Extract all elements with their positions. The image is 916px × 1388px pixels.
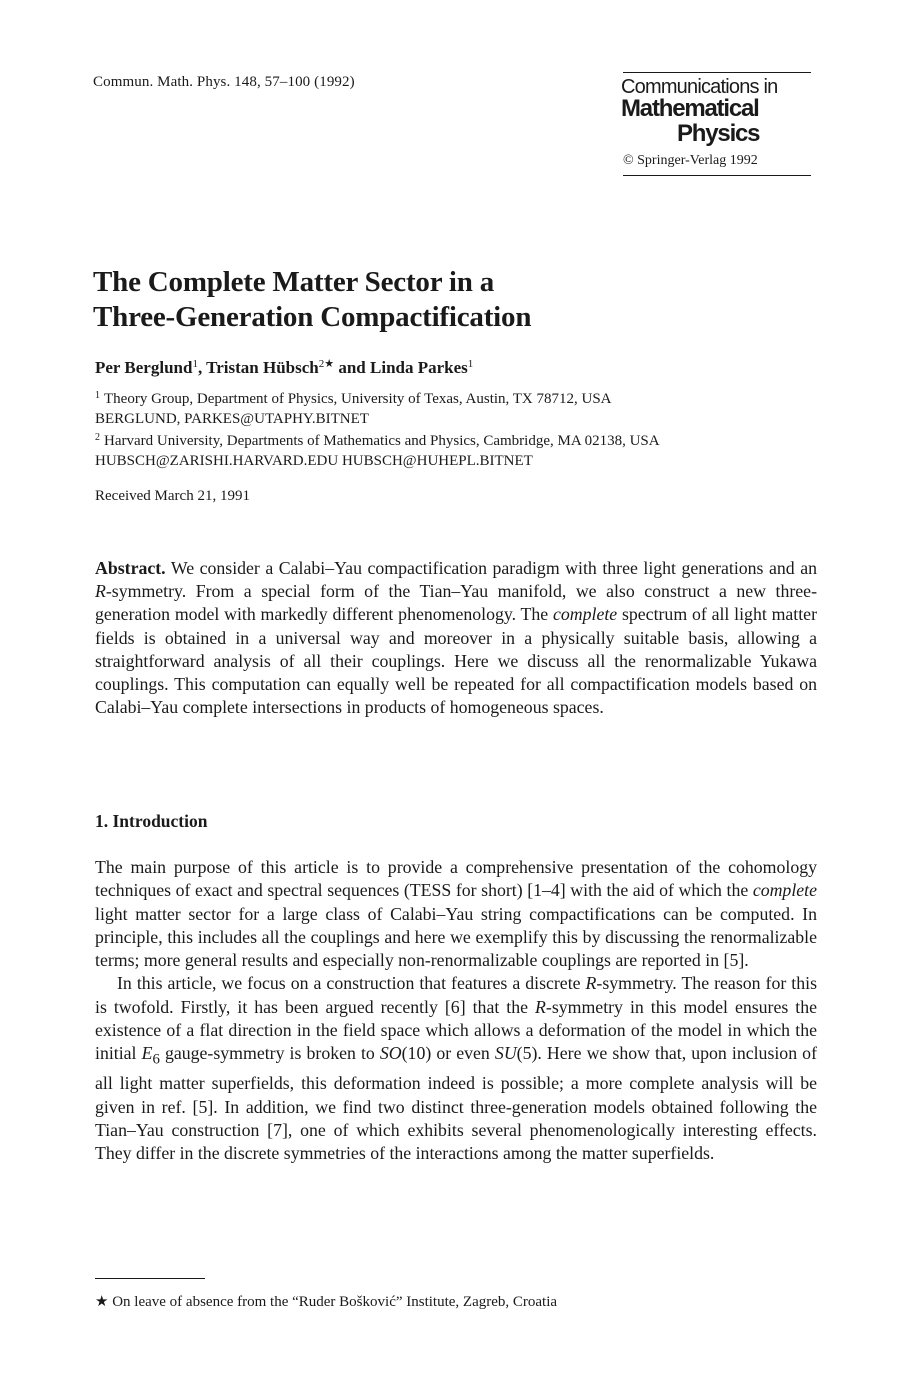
intro-p2-italic-r1: R [585, 973, 597, 994]
journal-logo [621, 72, 811, 176]
author-3: Linda Parkes [370, 358, 468, 377]
intro-p2-text-d: gauge-symmetry is broken to [159, 1043, 380, 1064]
author-1: Per Berglund [95, 358, 193, 377]
intro-p2-italic-su: SU [494, 1043, 517, 1064]
footnote: ★ On leave of absence from the “Ruder Bošković” Institute, Zagreb, Croatia [95, 1294, 558, 1310]
abstract-text-2: -symmetry. From a special form of the Tian–Yau manifold, we also construct a new three-generation model with markedly different phenomenology. The [95, 581, 817, 625]
author-1-affil-mark: 1 [192, 358, 198, 370]
affiliation-2-text: Harvard University, Departments of Mathematics and Physics, Cambridge, MA 02138, USA [104, 433, 660, 449]
abstract-text-3: spectrum of all light matter fields is obtained in a universal way and moreover in a physically suitable basis, allowing a straightforward analysis of all their couplings. Here we discuss all the renormalizable Yukawa couplings. This computation can equally well be repeated for all compactification models based on Calabi–Yau complete intersections in products of homogeneous spaces. [95, 604, 817, 718]
journal-name-line1: Communications in [621, 76, 778, 98]
abstract-italic-complete: complete [552, 604, 618, 625]
publisher-copyright: © Springer-Verlag 1992 [623, 153, 758, 168]
journal-name-line2: Mathematical [621, 95, 759, 122]
intro-p1-text-a: The main purpose of this article is to provide a comprehensive presentation of the cohomology techniques of exact and spectral sequences (TESS for short) [1–4] with the aid of which the [95, 857, 817, 901]
footnote-rule [95, 1278, 205, 1279]
intro-paragraph-1 [95, 856, 817, 972]
affiliation-1-text: Theory Group, Department of Physics, University of Texas, Austin, TX 78712, USA [104, 391, 612, 407]
abstract-label: Abstract. [95, 558, 166, 578]
intro-p2-text-b: -symmetry. The reason for this is twofold. Firstly, it has been argued recently [6] that the [95, 973, 817, 1017]
intro-p2-text-c: -symmetry in this model ensures the existence of a flat direction in the field space which allows a deformation of the model in which the initial [95, 996, 817, 1064]
author-2: Tristan Hübsch [206, 358, 319, 377]
affiliation-2-email: HUBSCH@ZARISHI.HARVARD.EDU HUBSCH@HUHEPL.BITNET [95, 453, 533, 469]
received-date: Received March 21, 1991 [95, 488, 250, 504]
intro-p2-text-f: (5). Here we show that, upon inclusion of all light matter superfields, this deformation indeed is possible; a more complete analysis will be given in ref. [5]. In addition, we find two distinct three-generation models obtained following the Tian–Yau construction [7], one of which exhibits several phenomenologically interesting effects. They differ in the discrete symmetries of the interactions among the matter superfields. [95, 1043, 817, 1164]
affiliation-1-number: 1 [95, 390, 100, 401]
author-2-affil-mark: 2★ [318, 358, 335, 370]
intro-paragraph-2 [95, 972, 817, 1165]
affiliation-1 [95, 386, 835, 429]
title-line-2: Three-Generation Compactification [93, 301, 532, 333]
journal-name-line3: Physics [677, 120, 760, 147]
affiliation-2-number: 2 [95, 432, 100, 443]
affiliation-1-email: BERGLUND, PARKES@UTAPHY.BITNET [95, 411, 369, 427]
journal-rule-bottom [623, 175, 811, 176]
intro-p2-italic-e: E [141, 1043, 153, 1064]
abstract [95, 557, 817, 719]
intro-p2-italic-so: SO [379, 1043, 402, 1064]
intro-p2-e-subscript: 6 [152, 1051, 160, 1068]
author-separator-1: , [197, 358, 207, 377]
intro-p2-italic-r2: R [535, 996, 546, 1017]
paper-title [93, 265, 853, 335]
title-line-1: The Complete Matter Sector in a [93, 266, 495, 298]
author-separator-2: and [334, 358, 371, 377]
intro-p2-text-e: (10) or even [401, 1043, 495, 1064]
intro-p1-italic: complete [752, 880, 817, 901]
journal-rule-top [623, 72, 811, 73]
affiliation-2 [95, 428, 835, 471]
intro-p1-text-b: light matter sector for a large class of Calabi–Yau string compactifications can be computed. In principle, this includes all the couplings and here we exemplify this by discussing the renormalizable terms; more general results and especially non-renormalizable couplings are reported in [5]. [95, 903, 817, 971]
introduction-body [95, 856, 817, 1165]
abstract-italic-r: R [95, 581, 106, 602]
journal-citation: Commun. Math. Phys. 148, 57–100 (1992) [93, 74, 355, 90]
section-heading-introduction: 1. Introduction [95, 811, 208, 831]
author-list [95, 357, 473, 378]
author-3-affil-mark: 1 [467, 358, 474, 370]
abstract-text-1: We consider a Calabi–Yau compactification paradigm with three light generations and an [165, 558, 817, 578]
intro-p2-text-a: In this article, we focus on a construction that features a discrete [117, 973, 586, 994]
